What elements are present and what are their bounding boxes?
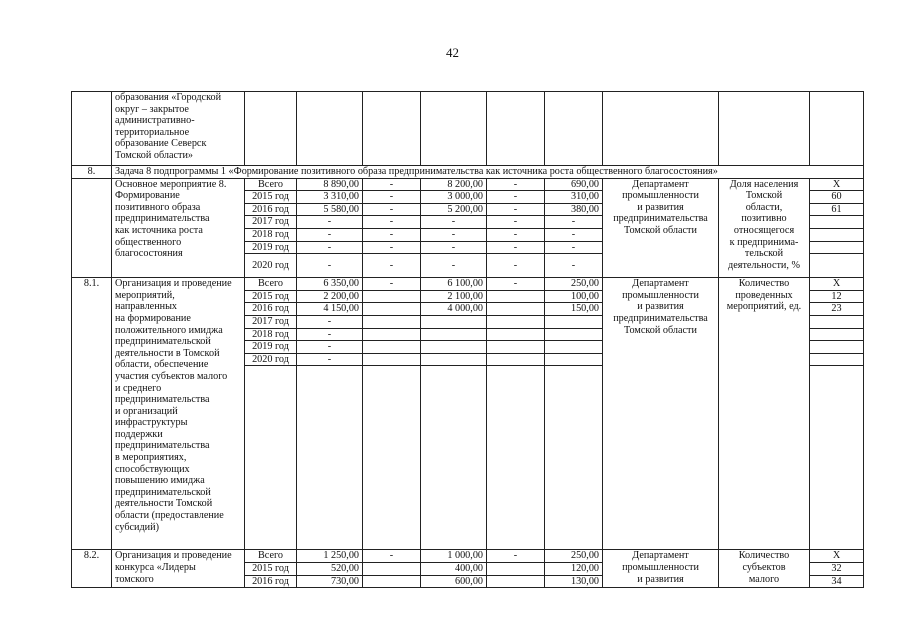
total-cell: 730,00 — [297, 575, 363, 588]
extra-cell: - — [545, 216, 603, 229]
total-cell: - — [297, 254, 363, 278]
executor-cell: Департамент промышленности и развития предпринимательства Томской области — [603, 178, 719, 278]
extra-cell: 380,00 — [545, 203, 603, 216]
executor-cell: Департамент промышленности и развития — [603, 550, 719, 588]
total-cell: 5 580,00 — [297, 203, 363, 216]
extra-cell: 690,00 — [545, 178, 603, 191]
row-number: 8.1. — [72, 278, 112, 550]
federal-cell — [363, 290, 421, 303]
local-cell: - — [487, 254, 545, 278]
regional-cell: 3 000,00 — [421, 191, 487, 204]
extra-cell: 250,00 — [545, 550, 603, 563]
indicator-value: 60 — [810, 191, 864, 204]
local-cell: - — [487, 178, 545, 191]
local-cell: - — [487, 278, 545, 291]
extra-cell: - — [545, 241, 603, 254]
extra-cell: - — [545, 254, 603, 278]
indicator-value — [810, 341, 864, 354]
year-cell: 2019 год — [245, 341, 297, 354]
year-cell: 2015 год — [245, 562, 297, 575]
total-cell: 6 350,00 — [297, 278, 363, 291]
local-cell: - — [487, 228, 545, 241]
item-name: Основное мероприятие 8. Формирование позитивного образа предпринимательства как источника роста общественного благосостояния — [112, 178, 245, 278]
executor-cell: Департамент промышленности и развития предпринимательства Томской области — [603, 278, 719, 550]
year-cell: 2018 год — [245, 328, 297, 341]
item-name: образования «Городской округ – закрытое административно- территориальное образование Северск Томской области» — [112, 92, 245, 166]
indicator-value: X — [810, 278, 864, 291]
extra-cell: 310,00 — [545, 191, 603, 204]
regional-cell: 1 000,00 — [421, 550, 487, 563]
extra-cell: 250,00 — [545, 278, 603, 291]
indicator-value: X — [810, 178, 864, 191]
total-cell: - — [297, 328, 363, 341]
total-cell: 1 250,00 — [297, 550, 363, 563]
extra-cell: 120,00 — [545, 562, 603, 575]
federal-cell: - — [363, 550, 421, 563]
federal-cell: - — [363, 216, 421, 229]
total-cell: - — [297, 315, 363, 328]
regional-cell: 6 100,00 — [421, 278, 487, 291]
regional-cell: - — [421, 254, 487, 278]
federal-cell: - — [363, 203, 421, 216]
regional-cell: - — [421, 216, 487, 229]
total-cell: - — [297, 228, 363, 241]
row-number — [72, 178, 112, 278]
regional-cell: 400,00 — [421, 562, 487, 575]
local-cell: - — [487, 550, 545, 563]
year-cell: 2015 год — [245, 191, 297, 204]
indicator-value: 34 — [810, 575, 864, 588]
indicator-value: 12 — [810, 290, 864, 303]
total-cell: 4 150,00 — [297, 303, 363, 316]
year-cell: 2020 год — [245, 254, 297, 278]
row-number — [72, 92, 112, 166]
year-cell: 2015 год — [245, 290, 297, 303]
extra-cell: 130,00 — [545, 575, 603, 588]
federal-cell: - — [363, 241, 421, 254]
total-cell: 3 310,00 — [297, 191, 363, 204]
item-name: Организация и проведение мероприятий, направленных на формирование положительного имиджа предпринимательской деятельности в Томской области, обеспечение участия субъектов малого и среднего предпринимательства и организаций инфраструктуры поддержки предпринимательства в мероприятиях, способствующих повышению имиджа предпринимательской деятельности Томской области (предоставление субсидий) — [112, 278, 245, 550]
table-row — [72, 166, 864, 179]
indicator-value: 61 — [810, 203, 864, 216]
local-cell: - — [487, 216, 545, 229]
extra-cell: 150,00 — [545, 303, 603, 316]
year-cell: 2019 год — [245, 241, 297, 254]
indicator-value: X — [810, 550, 864, 563]
indicator-cell: Количество проведенных мероприятий, ед. — [719, 278, 810, 550]
local-cell — [487, 575, 545, 588]
regional-cell: 5 200,00 — [421, 203, 487, 216]
local-cell: - — [487, 203, 545, 216]
year-cell: 2016 год — [245, 575, 297, 588]
indicator-value — [810, 315, 864, 328]
total-cell: - — [297, 216, 363, 229]
indicator-cell: Доля населения Томской области, позитивно относящегося к предпринима- тельской деятельности, % — [719, 178, 810, 278]
regional-cell: 8 200,00 — [421, 178, 487, 191]
table-row — [72, 550, 864, 563]
table-row — [72, 278, 864, 291]
federal-cell — [363, 562, 421, 575]
indicator-value — [810, 254, 864, 278]
indicator-cell: Количество субъектов малого — [719, 550, 810, 588]
year-cell: Всего — [245, 178, 297, 191]
indicator-value — [810, 241, 864, 254]
local-cell — [487, 562, 545, 575]
row-number: 8.2. — [72, 550, 112, 588]
total-cell: 8 890,00 — [297, 178, 363, 191]
page-number: 42 — [446, 45, 459, 60]
year-cell: 2017 год — [245, 315, 297, 328]
total-cell: 2 200,00 — [297, 290, 363, 303]
indicator-value: 23 — [810, 303, 864, 316]
regional-cell: 600,00 — [421, 575, 487, 588]
federal-cell: - — [363, 228, 421, 241]
federal-cell — [363, 575, 421, 588]
regional-cell: - — [421, 228, 487, 241]
federal-cell: - — [363, 178, 421, 191]
total-cell: - — [297, 241, 363, 254]
federal-cell: - — [363, 254, 421, 278]
item-name: Организация и проведение конкурса «Лидеры томского — [112, 550, 245, 588]
local-cell: - — [487, 241, 545, 254]
total-cell: 520,00 — [297, 562, 363, 575]
year-cell: 2016 год — [245, 203, 297, 216]
task-heading: Задача 8 подпрограммы 1 «Формирование позитивного образа предпринимательства как источника роста общественного благосостояния» — [112, 166, 864, 179]
regional-cell: - — [421, 241, 487, 254]
local-cell — [487, 303, 545, 316]
extra-cell: 100,00 — [545, 290, 603, 303]
local-cell — [487, 290, 545, 303]
federal-cell — [363, 303, 421, 316]
year-cell: Всего — [245, 550, 297, 563]
table-row — [72, 178, 864, 191]
total-cell: - — [297, 341, 363, 354]
row-number: 8. — [72, 166, 112, 179]
indicator-value — [810, 228, 864, 241]
indicator-value — [810, 216, 864, 229]
year-cell: 2016 год — [245, 303, 297, 316]
local-cell: - — [487, 191, 545, 204]
total-cell: - — [297, 353, 363, 366]
regional-cell: 2 100,00 — [421, 290, 487, 303]
indicator-value: 32 — [810, 562, 864, 575]
year-cell: 2020 год — [245, 353, 297, 366]
table-row — [72, 92, 864, 166]
extra-cell: - — [545, 228, 603, 241]
regional-cell: 4 000,00 — [421, 303, 487, 316]
federal-cell: - — [363, 278, 421, 291]
indicator-value — [810, 328, 864, 341]
year-cell: 2017 год — [245, 216, 297, 229]
program-table — [71, 91, 864, 588]
federal-cell: - — [363, 191, 421, 204]
indicator-value — [810, 353, 864, 366]
year-cell: 2018 год — [245, 228, 297, 241]
year-cell: Всего — [245, 278, 297, 291]
